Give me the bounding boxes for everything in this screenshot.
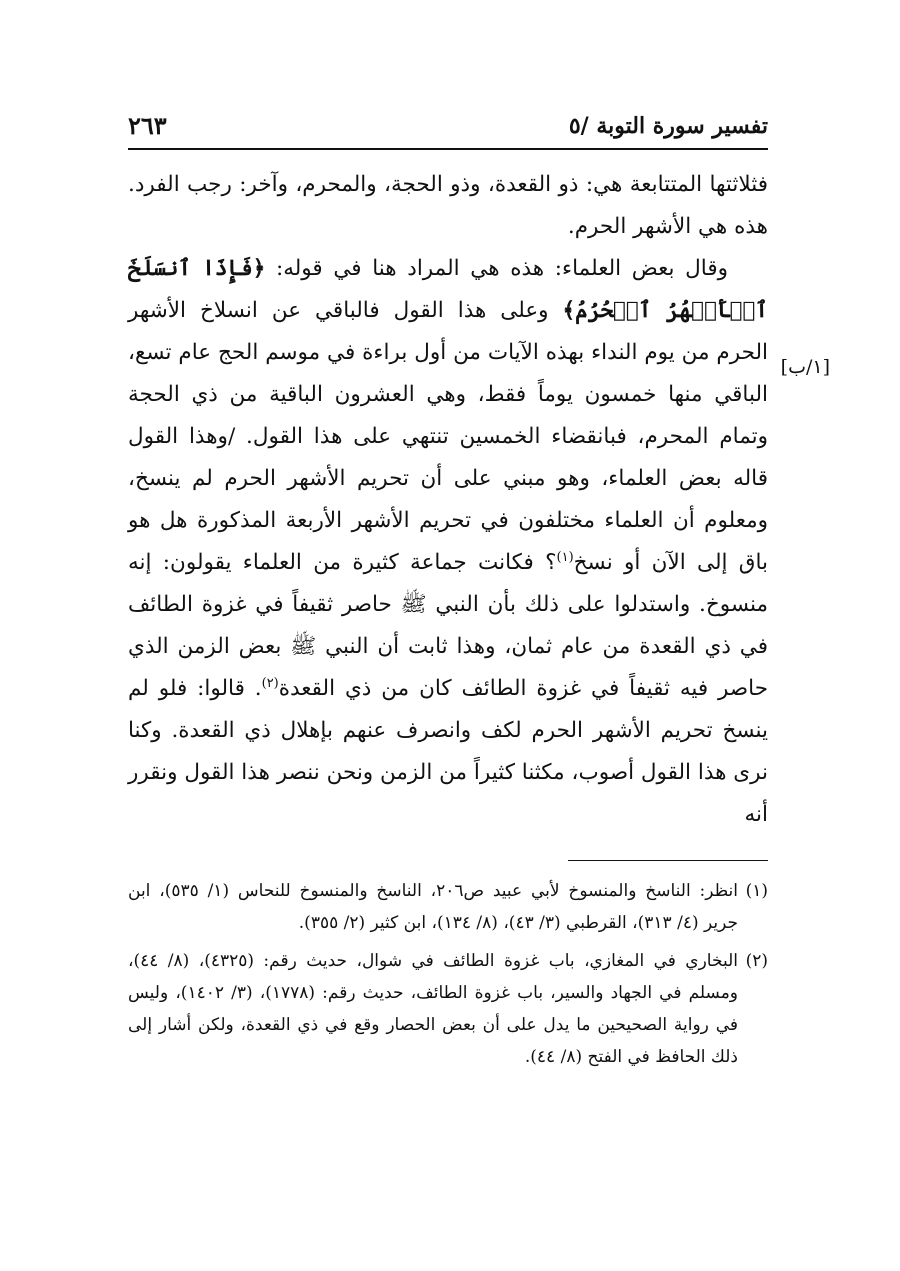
footnote-text: البخاري في المغازي، باب غزوة الطائف في شوال، حديث رقم: (٤٣٢٥)، (٨/ ٤٤)، ومسلم في الجهاد والسير، باب غزوة الطائف، حديث رقم: (١٧٧٨)، (٣/ ١٤٠٢)، وليس في رواية الصحيحين ما يدل على أن بعض الحصار وقع في ذي القعدة، ولكن أشار إلى ذلك الحافظ في الفتح (٨/ ٤٤). — [128, 951, 739, 1067]
footnote-item — [128, 875, 768, 939]
footnote-text: انظر: الناسخ والمنسوخ لأبي عبيد ص٢٠٦، الناسخ والمنسوخ للنحاس (١/ ٥٣٥)، ابن جرير (٤/ ٣١٣)، القرطبي (٣/ ٤٣)، (٨/ ١٣٤)، ابن كثير (٢/ ٣٥٥). — [128, 881, 738, 933]
book-page — [128, 108, 830, 1079]
footnote-number: (٢) — [745, 951, 768, 971]
quran-verse-quote: فَإِذَا ٱنسَلَخَ ٱلۡأَشۡهُرُ ٱلۡحُرُمُ — [128, 256, 768, 323]
footnote-ref-1[interactable]: (١) — [556, 549, 574, 565]
page-number: ٢٦٣ — [128, 111, 167, 140]
footnote-divider — [568, 860, 768, 861]
paragraph-1: فثلاثتها المتتابعة هي: ذو القعدة، وذو الحجة، والمحرم، وآخر: رجب الفرد. هذه هي الأشهر الحرم. — [128, 172, 768, 239]
paragraph-2 — [128, 248, 768, 836]
footnotes — [128, 875, 768, 1073]
page-header — [128, 108, 768, 144]
footnote-item — [128, 945, 768, 1073]
footnote-ref-2[interactable]: (٢) — [261, 675, 279, 691]
quran-close-bracket-icon: ﴾ — [562, 298, 576, 323]
paragraph-2-text-c: . قالوا: فلو لم ينسخ تحريم الأشهر الحرم لكف وانصرف عنهم بإهلال ذي القعدة. وكنا نرى هذا القول أصوب، مكثنا كثيراً من الزمن ونحن ننصر هذا القول ونقرر أنه — [128, 676, 768, 827]
header-divider — [128, 148, 768, 150]
main-text — [128, 164, 830, 836]
paragraph-2-text-a: وعلى هذا القول فالباقي عن انسلاخ الأشهر الحرم من يوم النداء بهذه الآيات من أول براءة في موسم الحج عام تسع، الباقي منها خمسون يوماً فقط، وهي العشرون الباقية من ذي الحجة وتمام المحرم، فبانقضاء الخمسين تنتهي على هذا القول. /وهذا القول قاله بعض العلماء، وهو مبني على أن تحريم الأشهر الحرم لم ينسخ، ومعلوم أن العلماء مختلفون في تحريم الأشهر الأربعة المذكورة هل هو باق إلى الآن أو نسخ — [128, 298, 768, 575]
quran-open-bracket-icon: ﴿ — [252, 256, 266, 281]
footnote-number: (١) — [745, 881, 768, 901]
paragraph-2-text-b: ؟ فكانت جماعة كثيرة من العلماء يقولون: إنه منسوخ. واستدلوا على ذلك بأن النبي ﷺ حاصر ثقيفاً في غزوة الطائف في ذي القعدة من عام ثمان، وهذا ثابت أن النبي ﷺ بعض الزمن الذي حاصر فيه ثقيفاً في غزوة الطائف كان من ذي القعدة — [128, 550, 768, 701]
paragraph-2-intro: وقال بعض العلماء: هذه هي المراد هنا في قوله: — [265, 256, 728, 281]
running-title: تفسير سورة التوبة /٥ — [568, 113, 768, 139]
manuscript-margin-note: [١/ب] — [780, 356, 830, 378]
